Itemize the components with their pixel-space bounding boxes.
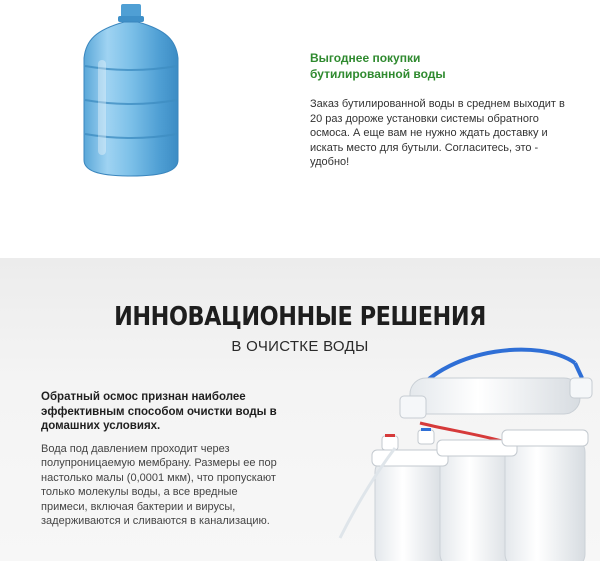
- innovation-subheading: В ОЧИСТКЕ ВОДЫ: [231, 338, 369, 355]
- benefit-title: Выгоднее покупки бутилированной воды: [310, 51, 446, 81]
- benefit-block: [310, 50, 570, 170]
- innovation-section: [0, 258, 600, 561]
- water-bottle-icon: [76, 0, 186, 178]
- reverse-osmosis-filter-icon: [320, 338, 600, 561]
- benefit-section: [0, 0, 600, 258]
- info-text: Вода под давлением проходит через полупроницаемую мембрану. Размеры ее пор настолько малы (0,0001 мкм), что пропускают только молекулы воды, а все вредные примеси, включая бактерии и вирусы, задерживаются и сливаются в канализацию.: [41, 442, 277, 527]
- benefit-text: Заказ бутилированной воды в среднем выходит в 20 раз дороже установки системы обратного осмоса. А еще вам не нужно ждать доставку и искать место для бутыли. Согласитесь, это - удобно!: [310, 98, 565, 168]
- innovation-info: [41, 390, 281, 529]
- info-title: Обратный осмос признан наиболее эффективным способом очистки воды в домашних условиях.: [41, 391, 277, 432]
- innovation-heading: ИННОВАЦИОННЫЕ РЕШЕНИЯ: [114, 302, 486, 332]
